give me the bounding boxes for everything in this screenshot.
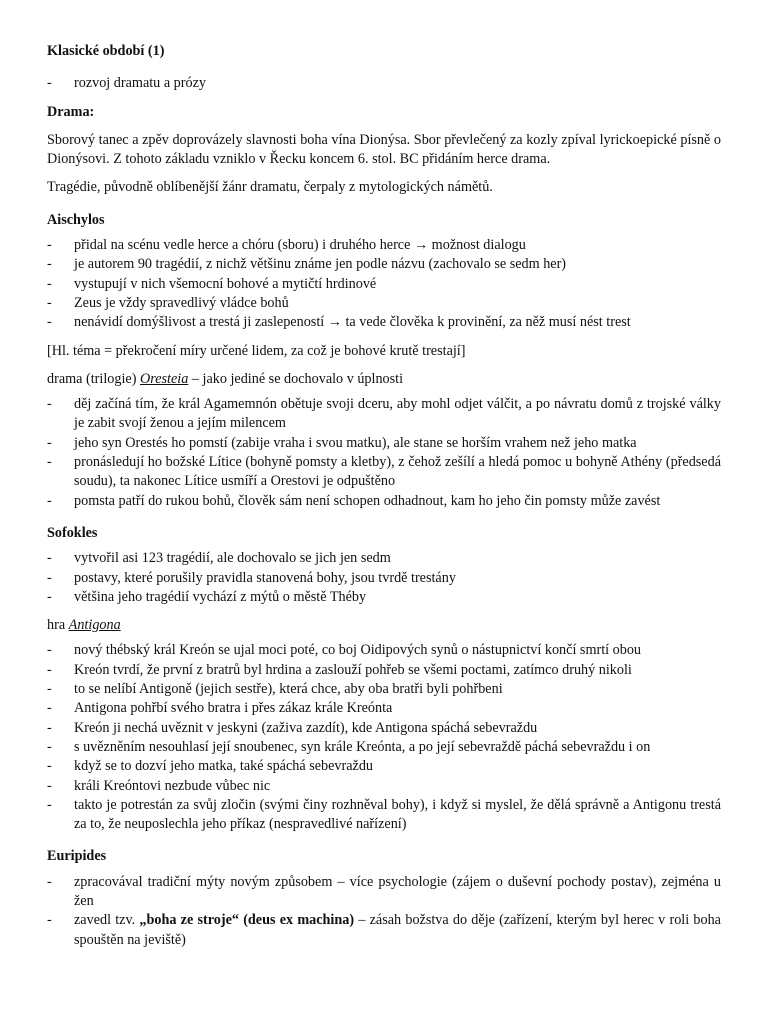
section-title-classical: Klasické období (1)	[47, 43, 165, 59]
list-item: - vystupují v nich všemocní bohové a mytičtí hrdinové	[47, 275, 377, 292]
note-main-theme: [Hl. téma = překročení míry určené lidem, za což je bohové krutě trestají]	[47, 342, 466, 359]
list-antigona	[47, 641, 721, 834]
list-item: - jeho syn Orestés ho pomstí (zabije vraha i svou matku), ale stane se horším vrahem než jeho matka	[47, 434, 637, 451]
list-item: - postavy, které porušily pravidla stanovená bohy, jsou tvrdě trestány	[47, 569, 456, 586]
list-item: - králi Kreóntovi nezbude vůbec nic	[47, 777, 271, 794]
list-aischylos	[47, 236, 721, 332]
list-euripides	[47, 873, 721, 950]
paragraph-tragedy: Tragédie, původně oblíbenější žánr dramatu, čerpaly z mytologických námětů.	[47, 179, 493, 196]
list-item: - nenávidí domýšlivost a trestá ji zaslepeností → ta vede člověka k provinění, za něž musí nést trest	[47, 314, 631, 331]
list-item: - Zeus je vždy spravedlivý vládce bohů	[47, 294, 289, 311]
oresteia-title: Oresteia	[139, 370, 189, 387]
list-item: - vytvořil asi 123 tragédií, ale dochovalo se jich jen sedm	[47, 550, 391, 567]
oresteia-heading: drama (trilogie) Oresteia – jako jediné se dochovalo v úplnosti	[47, 370, 404, 387]
section-title-drama: Drama:	[47, 103, 95, 120]
list-classical	[47, 74, 721, 93]
list-item: - to se nelíbí Antigoně (jejich sestře), která chce, aby oba bratři byli pohřbeni	[47, 681, 503, 698]
antigona-title: Antigona	[68, 617, 121, 634]
list-item: - pronásledují ho božské Lítice (bohyně pomsty a kletby), z čehož zešílí a hledá pomoc u bohyně Athény (předsedá soudu), ta nakonec Lítice usmíří a Orestovi je odpuštěno	[47, 454, 721, 490]
list-item: - Kreón ji nechá uvěznit v jeskyni (zaživa zazdít), kde Antigona spáchá sebevraždu	[47, 719, 538, 736]
list-sofokles	[47, 549, 721, 607]
list-item: - nový thébský král Kreón se ujal moci poté, co boj Oidipových synů o nástupnictví končí smrtí obou	[47, 642, 642, 659]
list-item: - zpracovával tradiční mýty novým způsobem – více psychologie (zájem o duševní pochody postav), zejména u žen	[47, 873, 721, 909]
list-item: - přidal na scénu vedle herce a chóru (sboru) i druhého herce → možnost dialogu	[47, 237, 526, 254]
list-item: - je autorem 90 tragédií, z nichž většinu známe jen podle názvu (zachovalo se sedm her)	[47, 256, 567, 273]
list-oresteia	[47, 395, 721, 511]
section-title-sofokles: Sofokles	[47, 524, 98, 541]
list-item: - Kreón tvrdí, že první z bratrů byl hrdina a zaslouží pohřeb se všemi poctami, zatímco druhý nikoli	[47, 661, 632, 678]
list-item: - s uvězněním nesouhlasí její snoubenec, syn krále Kreónta, a po její sebevraždě páchá sebevraždu i on	[47, 738, 651, 755]
deus-ex-machina-term: „boha ze stroje“ (deus ex machina	[139, 912, 350, 929]
section-title-euripides: Euripides	[47, 848, 107, 865]
list-item: - rozvoj dramatu a prózy	[47, 75, 206, 92]
list-item: - když se to dozví jeho matka, také spáchá sebevraždu	[47, 758, 374, 775]
section-title-aischylos: Aischylos	[47, 211, 105, 228]
antigona-heading: hra Antigona	[47, 617, 121, 634]
list-item: - zavedl tzv. „boha ze stroje“ (deus ex machina) – zásah božstva do děje (zařízení, kterým byl herec v roli boha spouštěn na jeviště)	[47, 912, 721, 948]
paragraph-drama-origin: Sborový tanec a zpěv doprovázely slavnosti boha vína Dionýsa. Sbor převlečený za kozly zpíval lyrickoepické písně o Dionýsovi. Z tohoto základu vzniklo v Řecku koncem 6. stol. BC přidáním herce drama.	[47, 131, 721, 168]
list-item: - pomsta patří do rukou bohů, člověk sám není schopen odhadnout, kam ho jeho čin pomsty může zavést	[47, 492, 661, 509]
list-item: - Antigona pohřbí svého bratra i přes zákaz krále Kreónta	[47, 700, 393, 717]
list-item: - takto je potrestán za svůj zločin (svými činy rozhněval bohy), i když si myslel, že dělá správně a Antigonu trestá za to, že neuposlechla jeho příkaz (nespravedlivé nařízení)	[47, 796, 721, 833]
list-item: - děj začíná tím, že král Agamemnón obětuje svoji dceru, aby mohl odjet válčit, a po návratu domů z trojské války je zabit svojí ženou a jejím milencem	[47, 396, 721, 432]
list-item: - většina jeho tragédií vychází z mýtů o městě Théby	[47, 588, 367, 605]
